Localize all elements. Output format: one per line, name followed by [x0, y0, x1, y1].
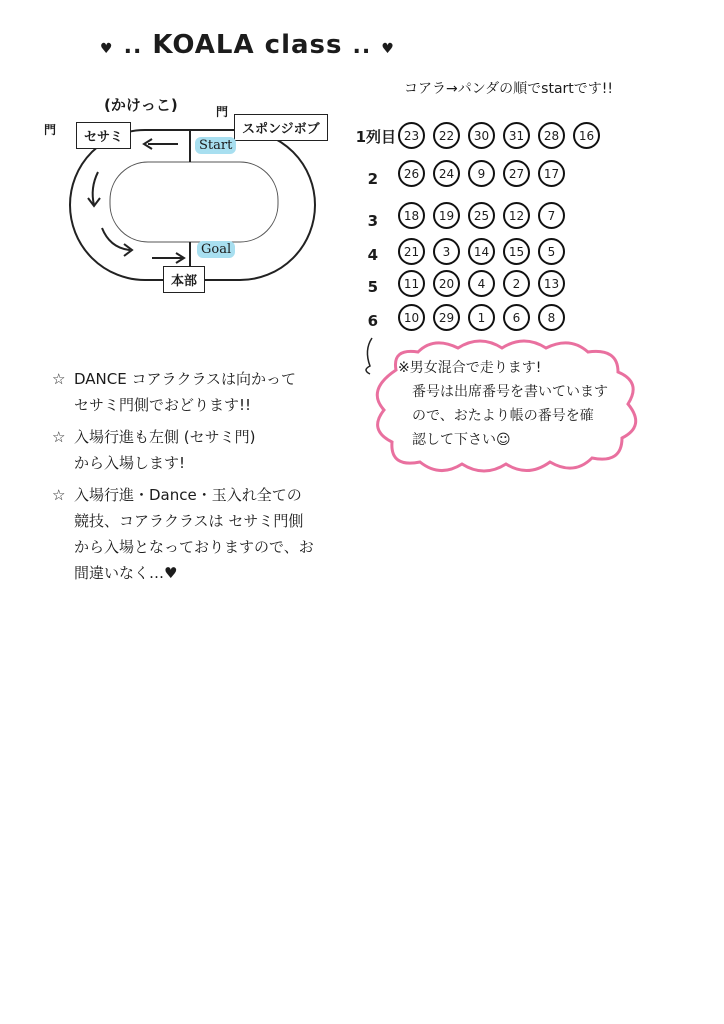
cloud-line-1: ※男女混合で走ります!: [398, 360, 542, 376]
note-dance: [52, 366, 296, 418]
arrow-down-icon: [93, 172, 98, 205]
runner-number: 21: [398, 238, 425, 265]
goal-label: Goal: [197, 241, 235, 258]
heart-icon-end: ♥: [381, 41, 395, 57]
title-dots-end: ..: [352, 34, 372, 59]
note-all-events: [52, 482, 314, 586]
runner-number: 28: [538, 122, 565, 149]
runner-number: 16: [573, 122, 600, 149]
runner-number: 19: [433, 202, 460, 229]
runner-number: 18: [398, 202, 425, 229]
runner-number: 9: [468, 160, 495, 187]
inner-track: [110, 162, 278, 242]
note-line: 間違いなく…♥: [74, 564, 178, 582]
gate-left-label: 門: [44, 123, 57, 137]
runner-number: 22: [433, 122, 460, 149]
runner-number: 14: [468, 238, 495, 265]
runner-number: 23: [398, 122, 425, 149]
diagram-caption: (かけっこ): [104, 96, 178, 114]
runner-number: 10: [398, 304, 425, 331]
row-label: 4: [367, 246, 378, 264]
star-icon: ☆: [52, 370, 66, 388]
note-line: から入場します!: [74, 454, 186, 472]
runner-number: 4: [468, 270, 495, 297]
row-label: 2: [367, 170, 378, 188]
start-label: Start: [195, 137, 236, 154]
note-line: DANCE コアラクラスは向かって: [74, 370, 297, 388]
runner-number: 8: [538, 304, 565, 331]
headquarters-box: 本部: [163, 266, 205, 293]
title-dots: ..: [123, 34, 143, 59]
star-icon: ☆: [52, 486, 66, 504]
runner-number: 1: [468, 304, 495, 331]
gate-right-label: 門: [216, 105, 229, 119]
title-text: KOALA class: [152, 30, 343, 60]
runner-number: 20: [433, 270, 460, 297]
runner-number: 31: [503, 122, 530, 149]
note-line: 入場行進も左側 (セサミ門): [74, 428, 256, 446]
runner-number: 6: [503, 304, 530, 331]
note-line: 競技、コアラクラスは セサミ門側: [74, 512, 304, 530]
star-icon: ☆: [52, 428, 66, 446]
cloud-line-4: 認して下さい☺: [412, 432, 511, 448]
row-label: 3: [367, 212, 378, 230]
row-label: 6: [367, 312, 378, 330]
note-line: から入場となっておりますので、お: [74, 538, 314, 556]
cloud-line-2: 番号は出席番号を書いています: [412, 384, 608, 400]
runner-number: 13: [538, 270, 565, 297]
page-title: [100, 30, 395, 60]
note-line: 入場行進・Dance・玉入れ全ての: [74, 486, 302, 504]
heart-icon: ♥: [100, 41, 114, 57]
row-label: 5: [367, 278, 378, 296]
spongebob-gate-box: スポンジボブ: [234, 114, 328, 141]
runner-number: 25: [468, 202, 495, 229]
order-note: コアラ→パンダの順でstartです!!: [404, 81, 614, 97]
runner-number: 2: [503, 270, 530, 297]
pointer-curl-icon: [366, 338, 372, 374]
runner-number: 7: [538, 202, 565, 229]
runner-number: 17: [538, 160, 565, 187]
runner-number: 5: [538, 238, 565, 265]
runner-number: 27: [503, 160, 530, 187]
runner-number: 24: [433, 160, 460, 187]
note-entrance: [52, 424, 255, 476]
runner-number: 30: [468, 122, 495, 149]
runner-number: 15: [503, 238, 530, 265]
row-label: 1列目: [355, 128, 396, 146]
runner-number: 11: [398, 270, 425, 297]
sesame-gate-box: セサミ: [76, 122, 131, 149]
runner-number: 29: [433, 304, 460, 331]
runner-number: 26: [398, 160, 425, 187]
runner-number: 12: [503, 202, 530, 229]
cloud-line-3: ので、おたより帳の番号を確: [412, 408, 594, 424]
note-line: セサミ門側でおどります!!: [74, 396, 252, 414]
arrow-curve-icon: [102, 228, 130, 250]
runner-number: 3: [433, 238, 460, 265]
